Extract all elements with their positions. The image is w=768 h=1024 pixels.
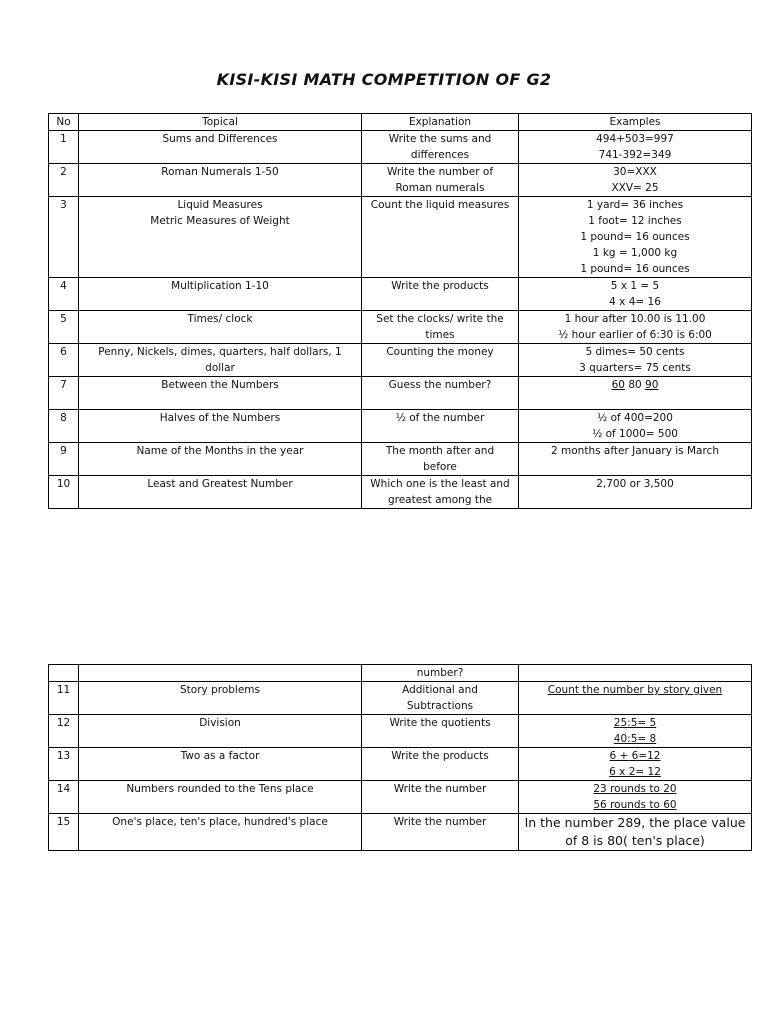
cell-line: One's place, ten's place, hundred's place	[112, 816, 328, 828]
cell-line: Count the number by story given	[547, 684, 723, 696]
cell-line: Times/ clock	[187, 313, 253, 325]
cell-explanation: number?	[362, 665, 519, 682]
cell-line: 494+503=997	[596, 133, 674, 145]
header-no: No	[49, 114, 79, 131]
cell-line: Division	[199, 717, 241, 729]
cell-no: 10	[49, 476, 79, 509]
cell-line: 5 dimes= 50 cents	[585, 346, 685, 358]
cell-no: 11	[49, 682, 79, 715]
cell-topical	[79, 344, 362, 377]
cell-line: Counting the money	[386, 346, 494, 358]
cell-line: 25:5= 5	[613, 717, 657, 729]
cell-line: 5 x 1 = 5	[610, 280, 660, 292]
cell-topical	[79, 311, 362, 344]
table-row	[49, 443, 752, 476]
cell-topical	[79, 682, 362, 715]
cell-line: differences	[410, 149, 470, 161]
cell-line: Liquid Measures	[177, 199, 263, 211]
cell-examples	[519, 131, 752, 164]
cell-examples	[519, 278, 752, 311]
cell-examples	[519, 814, 752, 851]
header-topical: Topical	[79, 114, 362, 131]
cell-line: 6 + 6=12	[609, 750, 661, 762]
cell-explanation	[362, 344, 519, 377]
table-row	[49, 781, 752, 814]
cell-line: Multiplication 1-10	[171, 280, 269, 292]
cell-explanation	[362, 278, 519, 311]
cell-topical	[79, 164, 362, 197]
cell-explanation	[362, 311, 519, 344]
cell-line: dollar	[205, 362, 235, 374]
table-row	[49, 197, 752, 278]
cell-no: 8	[49, 410, 79, 443]
cell-line: Name of the Months in the year	[136, 445, 304, 457]
cell-line: 741-392=349	[598, 149, 672, 161]
cell-examples	[519, 748, 752, 781]
cell-examples	[519, 164, 752, 197]
table-row	[49, 715, 752, 748]
cell-line: Two as a factor	[180, 750, 260, 762]
cell-line: Subtractions	[406, 700, 474, 712]
cell-no: 5	[49, 311, 79, 344]
number-low: 60	[611, 379, 625, 391]
cell-topical	[79, 748, 362, 781]
cell-line: 1 foot= 12 inches	[588, 215, 682, 227]
table-row	[49, 377, 752, 410]
cell-line: 1 pound= 16 ounces	[580, 263, 690, 275]
cell-line: Numbers rounded to the Tens place	[126, 783, 314, 795]
cell-line: Count the liquid measures	[370, 199, 510, 211]
cell-topical	[79, 715, 362, 748]
cell-line: Write the products	[391, 280, 489, 292]
cell-explanation	[362, 377, 519, 410]
table-row	[49, 131, 752, 164]
table-row	[49, 410, 752, 443]
cell-explanation	[362, 164, 519, 197]
competition-table-part-2	[48, 664, 752, 851]
cell-line: Set the clocks/ write the	[376, 313, 504, 325]
cell-explanation	[362, 410, 519, 443]
cell-no: 14	[49, 781, 79, 814]
cell-line: Roman Numerals 1-50	[161, 166, 279, 178]
cell-topical	[79, 781, 362, 814]
cell-no: 13	[49, 748, 79, 781]
table-row	[49, 682, 752, 715]
header-explanation: Explanation	[362, 114, 519, 131]
cell-line: Halves of the Numbers	[159, 412, 281, 424]
cell-no: 4	[49, 278, 79, 311]
cell-line: ½ of the number	[395, 412, 485, 424]
table-header-row	[49, 114, 752, 131]
cell-line: In the number 289, the place value	[524, 815, 746, 830]
cell-examples	[519, 311, 752, 344]
cell-line: 1 kg = 1,000 kg	[592, 247, 678, 259]
cell-line: 4 x 4= 16	[609, 296, 661, 308]
table-row-continuation	[49, 665, 752, 682]
cell-explanation	[362, 197, 519, 278]
cell-line: Roman numerals	[395, 182, 485, 194]
cell-line: 1 yard= 36 inches	[586, 199, 684, 211]
cell-line: Write the number of	[386, 166, 494, 178]
cell-line: 1 hour after 10.00 is 11.00	[564, 313, 706, 325]
number-middle: 80	[628, 379, 642, 391]
cell-line: Between the Numbers	[161, 379, 279, 391]
cell-topical	[79, 410, 362, 443]
cell-line: 2,700 or 3,500	[596, 478, 674, 490]
cell-line: 3 quarters= 75 cents	[579, 362, 691, 374]
cell-line: 2 months after January is March	[551, 445, 719, 457]
cell-topical	[79, 197, 362, 278]
cell-no: 6	[49, 344, 79, 377]
cell-no: 2	[49, 164, 79, 197]
table-row	[49, 344, 752, 377]
cell-examples	[519, 377, 752, 410]
cell-line: The month after and	[385, 445, 495, 457]
cell-topical	[79, 131, 362, 164]
cell-no: 12	[49, 715, 79, 748]
cell-no: 3	[49, 197, 79, 278]
cell-no: 7	[49, 377, 79, 410]
cell-line: Which one is the least and	[370, 478, 510, 490]
cell-topical	[79, 476, 362, 509]
cell-no: 1	[49, 131, 79, 164]
cell-line: XXV= 25	[611, 182, 659, 194]
cell-examples	[519, 443, 752, 476]
cell-topical	[79, 377, 362, 410]
cell-examples	[519, 197, 752, 278]
table-row	[49, 164, 752, 197]
table-row	[49, 311, 752, 344]
cell-line: Story problems	[180, 684, 260, 696]
cell-line: Sums and Differences	[162, 133, 278, 145]
cell-line: 30=XXX	[613, 166, 657, 178]
table-row	[49, 814, 752, 851]
cell-examples	[519, 410, 752, 443]
cell-explanation	[362, 781, 519, 814]
cell-examples	[519, 344, 752, 377]
cell-line: ½ of 400=200	[597, 412, 673, 424]
cell-explanation	[362, 814, 519, 851]
cell-topical	[79, 443, 362, 476]
cell-line: of 8 is 80( ten's place)	[565, 833, 705, 848]
cell-topical	[79, 814, 362, 851]
cell-line: Write the quotients	[389, 717, 491, 729]
cell-line: Least and Greatest Number	[147, 478, 293, 490]
table-row	[49, 278, 752, 311]
cell-line: ½ hour earlier of 6:30 is 6:00	[558, 329, 712, 341]
cell-no: 9	[49, 443, 79, 476]
cell-explanation	[362, 748, 519, 781]
cell-no: 15	[49, 814, 79, 851]
cell-examples	[519, 682, 752, 715]
table-row	[49, 748, 752, 781]
cell-examples	[519, 715, 752, 748]
cell-topical	[79, 278, 362, 311]
cell-examples	[519, 781, 752, 814]
cell-no	[49, 665, 79, 682]
cell-line: ½ of 1000= 500	[592, 428, 678, 440]
header-examples: Examples	[519, 114, 752, 131]
cell-line: 1 pound= 16 ounces	[580, 231, 690, 243]
number-high: 90	[645, 379, 659, 391]
cell-topical	[79, 665, 362, 682]
cell-line: 56 rounds to 60	[593, 799, 677, 811]
cell-line: Penny, Nickels, dimes, quarters, half dollars, 1	[98, 346, 342, 358]
cell-line: Write the number	[393, 783, 487, 795]
cell-line: 6 x 2= 12	[609, 766, 661, 778]
cell-line: Metric Measures of Weight	[150, 215, 290, 227]
table-row	[49, 476, 752, 509]
cell-line: times	[425, 329, 455, 341]
cell-explanation	[362, 715, 519, 748]
competition-table-part-1	[48, 113, 752, 509]
cell-explanation	[362, 682, 519, 715]
cell-line: Write the sums and	[388, 133, 492, 145]
cell-explanation	[362, 476, 519, 509]
cell-line: Write the number	[393, 816, 487, 828]
cell-line: 40:5= 8	[613, 733, 657, 745]
cell-line: greatest among the	[387, 494, 493, 506]
page-title: KISI-KISI MATH COMPETITION OF G2	[216, 70, 552, 89]
cell-explanation	[362, 443, 519, 476]
cell-line: Additional and	[402, 684, 478, 696]
cell-line: Write the products	[391, 750, 489, 762]
cell-examples	[519, 665, 752, 682]
cell-line: before	[423, 461, 457, 473]
cell-line: 23 rounds to 20	[593, 783, 677, 795]
cell-explanation	[362, 131, 519, 164]
cell-examples	[519, 476, 752, 509]
cell-line: Guess the number?	[388, 379, 492, 391]
